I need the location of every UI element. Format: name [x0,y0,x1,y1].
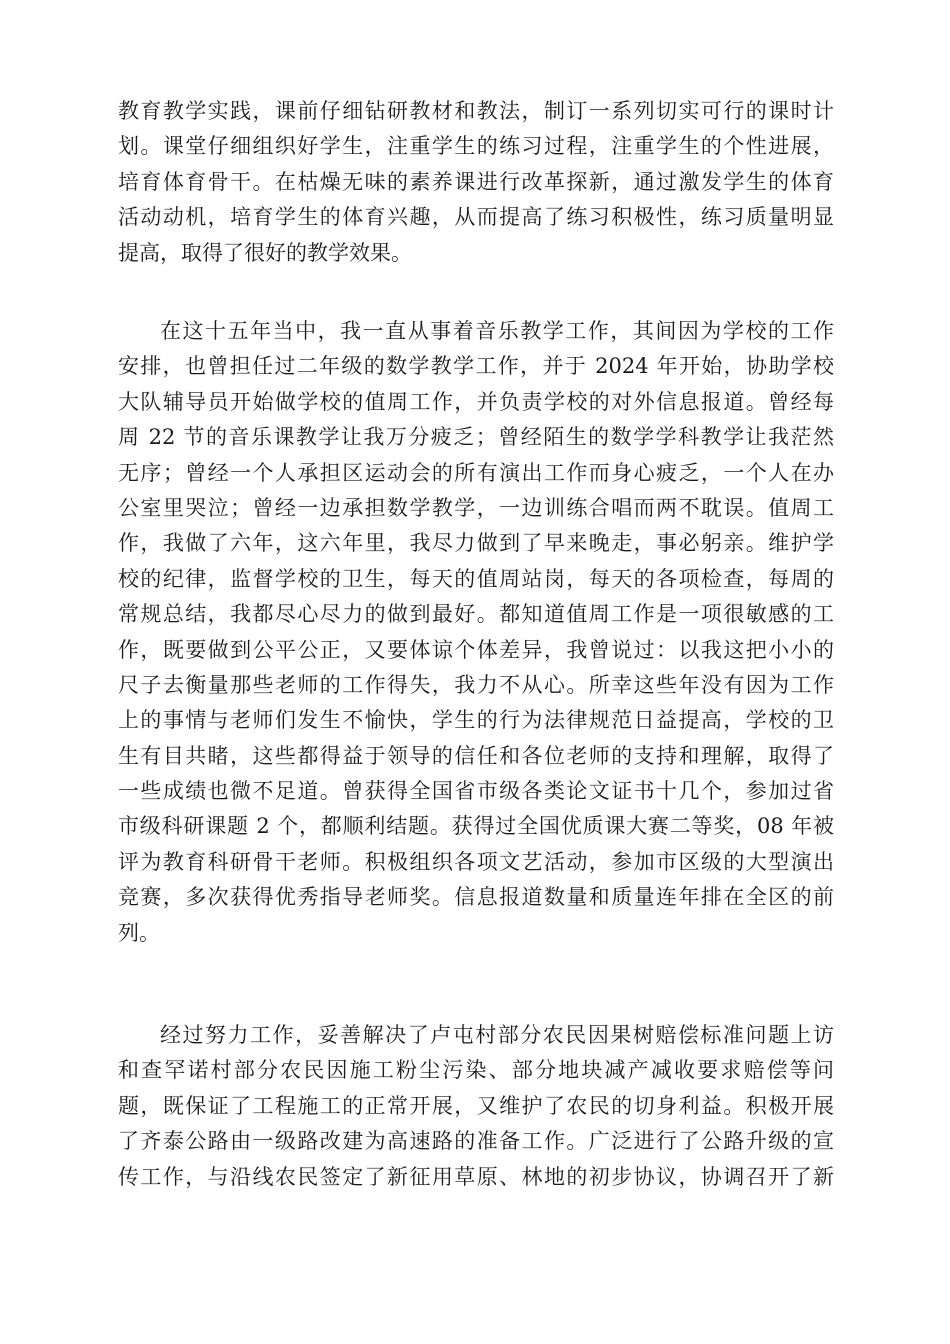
text-line: 竞赛，多次获得优秀指导老师奖。信息报道数量和质量连年排在全区的前 [118,885,834,910]
text-line: 列。 [118,920,160,945]
text-line: 在这十五年当中，我一直从事着音乐教学工作，其间因为学校的工作 [160,319,834,343]
paragraph-2 [118,314,834,951]
text-line: 市级科研课题 2 个，都顺利结题。获得过全国优质课大赛二等奖，08 年被 [118,814,834,839]
paragraph-3 [118,1018,834,1195]
text-line: 大队辅导员开始做学校的值周工作，并负责学校的对外信息报道。曾经每 [118,389,834,414]
text-line: 作，我做了六年，这六年里，我尽力做到了早来晚走，事必躬亲。维护学 [118,531,834,556]
text-line: 教育教学实践，课前仔细钻研教材和教法，制订一系列切实可行的课时计 [118,99,834,123]
text-line: 无序；曾经一个人承担区运动会的所有演出工作而身心疲乏，一个人在办 [118,460,834,485]
text-line: 评为教育科研骨干老师。积极组织各项文艺活动，参加市区级的大型演出 [118,849,834,874]
text-line: 题，既保证了工程施工的正常开展，又维护了农民的切身利益。积极开展 [118,1093,834,1118]
text-line: 培育体育骨干。在枯燥无味的素养课进行改革探新，通过激发学生的体育 [118,169,834,194]
text-line: 周 22 节的音乐课教学让我万分疲乏；曾经陌生的数学学科教学让我茫然 [118,425,834,450]
text-line: 提高，取得了很好的教学效果。 [118,240,412,265]
text-line: 活动动机，培育学生的体育兴趣，从而提高了练习积极性，练习质量明显 [118,205,834,230]
text-line: 公室里哭泣；曾经一边承担数学教学，一边训练合唱而两不耽误。值周工 [118,495,834,520]
text-line: 常规总结，我都尽心尽力的做到最好。都知道值周工作是一项很敏感的工 [118,602,834,627]
text-line: 尺子去衡量那些老师的工作得失，我力不从心。所幸这些年没有因为工作 [118,672,834,697]
text-line: 校的纪律，监督学校的卫生，每天的值周站岗，每天的各项检查，每周的 [118,566,834,591]
text-line: 和查罕诺村部分农民因施工粉尘污染、部分地块减产减收要求赔偿等问 [118,1058,834,1083]
text-line: 了齐泰公路由一级路改建为高速路的准备工作。广泛进行了公路升级的宣 [118,1129,834,1154]
text-line: 划。课堂仔细组织好学生，注重学生的练习过程，注重学生的个性进展， [118,134,834,159]
text-line: 传工作，与沿线农民签定了新征用草原、林地的初步协议，协调召开了新 [118,1164,834,1189]
text-line: 一些成绩也微不足道。曾获得全国省市级各类论文证书十几个，参加过省 [118,779,834,804]
text-line: 作，既要做到公平公正，又要体谅个体差异，我曾说过：以我这把小小的 [118,637,834,662]
text-line: 上的事情与老师们发生不愉快，学生的行为法律规范日益提高，学校的卫 [118,708,834,733]
text-line: 安排，也曾担任过二年级的数学教学工作，并于 2024 年开始，协助学校 [118,354,834,379]
paragraph-1 [118,94,834,271]
text-line: 经过努力工作，妥善解决了卢屯村部分农民因果树赔偿标准问题上访 [160,1023,834,1047]
text-line: 生有目共睹，这些都得益于领导的信任和各位老师的支持和理解，取得了 [118,743,834,768]
